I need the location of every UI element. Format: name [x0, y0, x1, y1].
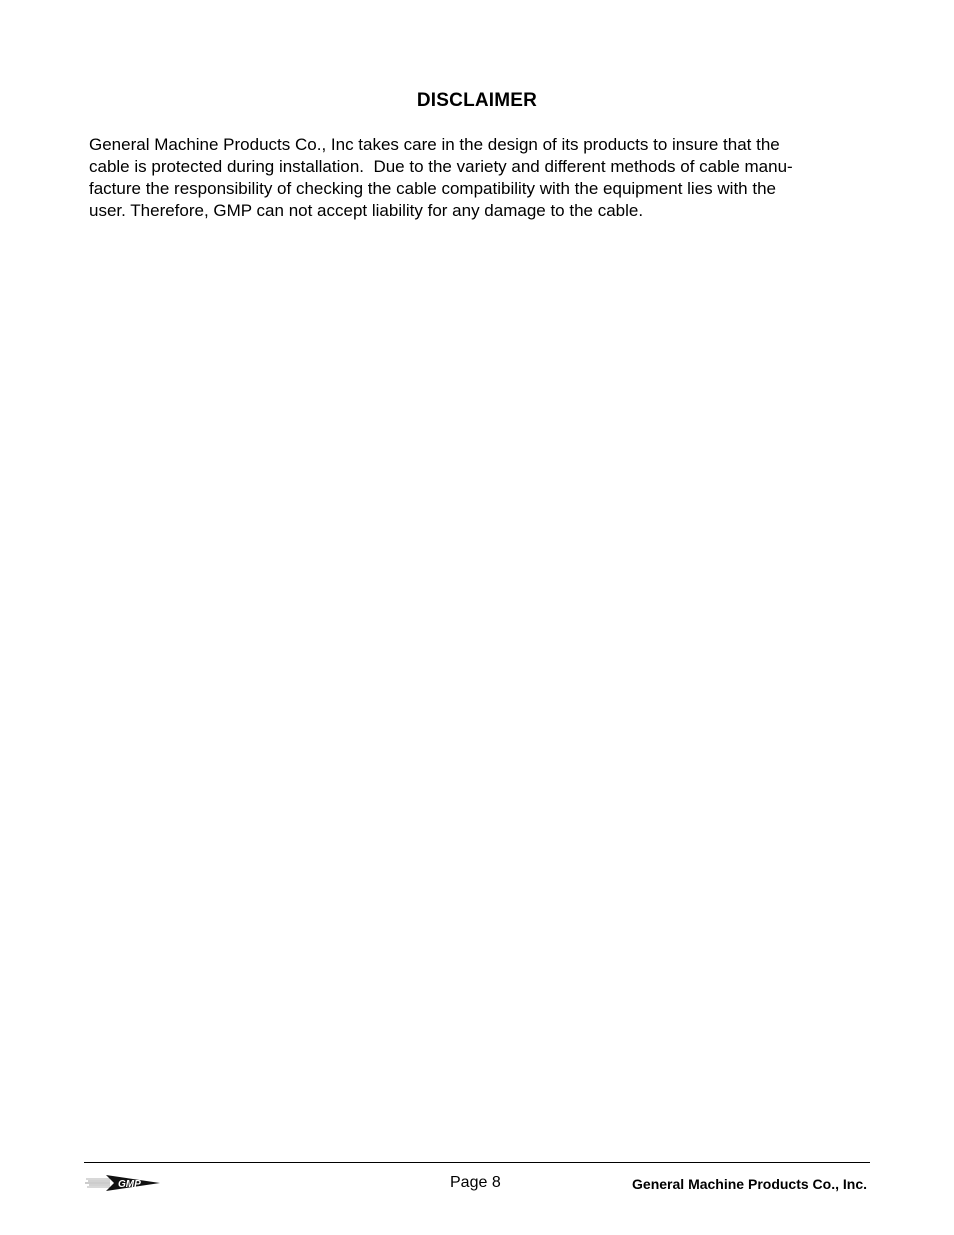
disclaimer-line: user. Therefore, GMP can not accept liability for any damage to the cable. — [89, 201, 644, 220]
footer-company-name: General Machine Products Co., Inc. — [632, 1176, 867, 1192]
disclaimer-paragraph — [89, 134, 879, 222]
footer-divider — [84, 1162, 870, 1163]
page-number: Page 8 — [450, 1174, 501, 1191]
logo-text: GMP — [118, 1179, 141, 1190]
page-title: DISCLAIMER — [416, 90, 538, 111]
disclaimer-line: General Machine Products Co., Inc takes care in the design of its products to insure that the — [89, 135, 780, 154]
disclaimer-line: facture the responsibility of checking the cable compatibility with the equipment lies with the — [89, 179, 776, 198]
gmp-arrow-logo-icon — [84, 1172, 162, 1194]
disclaimer-line: cable is protected during installation. Due to the variety and different methods of cable manu- — [89, 157, 793, 176]
